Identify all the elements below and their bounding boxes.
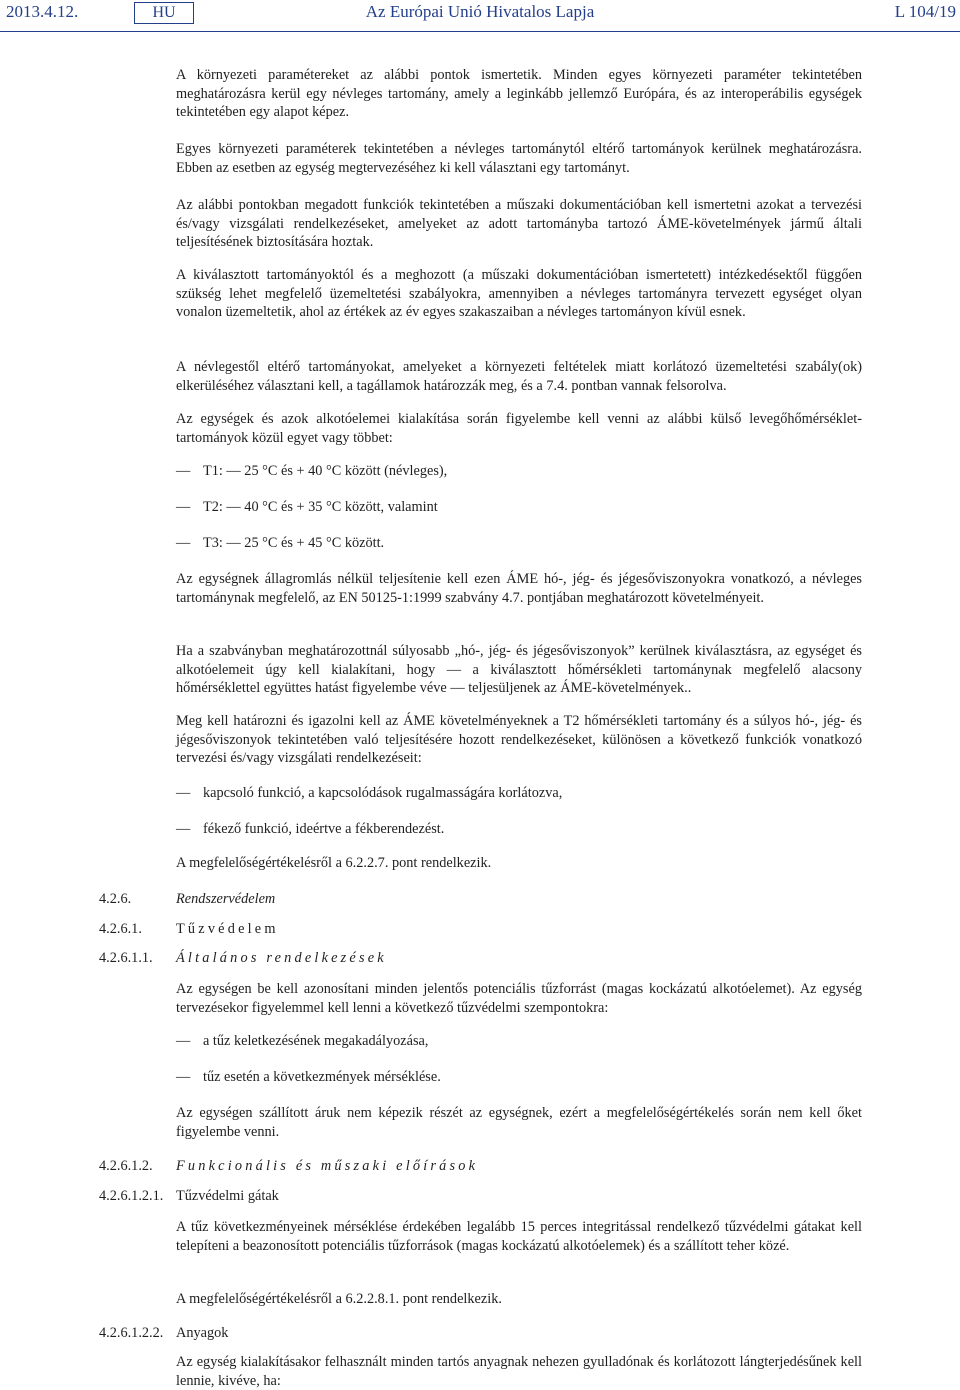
list-item: — a tűz keletkezésének megakadályozása,	[176, 1033, 429, 1049]
paragraph: Az egységen szállított áruk nem képezik részét az egységnek, ezért a megfelelőségértékelés során nem kell őket figyelembe venni.	[176, 1105, 862, 1140]
dash-marker: —	[176, 1069, 191, 1085]
list-item: — tűz esetén a következmények mérséklése.	[176, 1069, 441, 1085]
section-title: Rendszervédelem	[176, 891, 276, 907]
section-number: 4.2.6.	[99, 891, 132, 907]
paragraph: Egyes környezeti paraméterek tekintetében a névleges tartománytól eltérő tartományok kerülnek meghatározásra. Ebben az esetben az egység megtervezéséhez ki kell választani egy tartományt.	[176, 141, 862, 176]
page-header	[0, 2, 960, 30]
list-item: — fékező funkció, ideértve a fékberendezést.	[176, 821, 445, 837]
section-title: Tűzvédelem	[176, 921, 279, 937]
list-item: — T3: — 25 °C és + 45 °C között.	[176, 535, 385, 551]
paragraph: A tűz következményeinek mérséklése érdekében legalább 15 perces integritással rendelkező tűzvédelmi gátakat kell telepíteni a beazonosított potenciális tűzforrások (magas kockázatú alkotóelemek) és a szállított teher közé.	[176, 1219, 862, 1254]
paragraph: A megfelelőségértékelésről a 6.2.2.7. pont rendelkezik.	[176, 855, 492, 871]
section-number: 4.2.6.1.1.	[99, 950, 153, 966]
paragraph: Ha a szabványban meghatározottnál súlyosabb „hó-, jég- és jégesőviszonyok” kerülnek kiválasztásra, az egységet és alkotóelemeit úgy kell kialakítani, hogy — a kiválasztott hőmérsékleti tartománynak megfelelő alacsony hőmérséklettel együttes hatást figyelembe véve — teljesüljenek az ÁME-követelmények..	[176, 643, 862, 696]
section-title: Anyagok	[176, 1325, 229, 1341]
section-number: 4.2.6.1.2.2.	[99, 1325, 164, 1341]
section-title: Általános rendelkezések	[176, 950, 387, 966]
paragraph: A megfelelőségértékelésről a 6.2.2.8.1. pont rendelkezik.	[176, 1291, 502, 1307]
paragraph: Az egységek és azok alkotóelemei kialakítása során figyelembe kell venni az alábbi külső levegőhőmérséklet-tartományok közül egyet vagy többet:	[176, 411, 862, 446]
dash-marker: —	[176, 785, 191, 801]
language-badge: HU	[134, 2, 194, 24]
paragraph: A kiválasztott tartományoktól és a meghozott (a műszaki dokumentációban ismertetett) intézkedésektől függően szükség lehet megfelelő üzemeltetési szabályokra, amennyiben a névleges tartományra tervezett egységet olyan vonalon üzemeltetik, ahol az értékek az év egyes szakaszaiban a névleges tartományon kívül esnek.	[176, 267, 862, 320]
dash-marker: —	[176, 535, 191, 551]
paragraph: A névlegestől eltérő tartományokat, amelyeket a környezeti feltételek miatt korlátozó üzemeltetési szabály(ok) elkerüléséhez választani kell, a tagállamok határozzák meg, és a 7.4. pontban vannak felsorolva.	[176, 359, 862, 394]
header-date: 2013.4.12.	[6, 2, 79, 21]
dash-marker: —	[176, 463, 191, 479]
list-item: — T1: — 25 °C és + 40 °C között (névleges),	[176, 463, 448, 479]
paragraph: Az alábbi pontokban megadott funkciók tekintetében a műszaki dokumentációban kell ismertetni azokat a tervezési és/vagy vizsgálati rendelkezéseket, amelyeket az adott tartományba tartozó ÁME-követelmények jármű általi teljesítésének biztosítására hoztak.	[176, 197, 862, 250]
journal-title: Az Európai Unió Hivatalos Lapja	[365, 2, 595, 21]
paragraph: A környezeti paramétereket az alábbi pontok ismertetik. Minden egyes környezeti paraméter tekintetében meghatározásra kerül egy névleges tartomány, amely a leginkább jellemző Európára, és az interoperábilis egységek tekintetében egy alapot képez.	[176, 67, 862, 120]
section-title: Tűzvédelmi gátak	[176, 1188, 279, 1204]
section-number: 4.2.6.1.2.1.	[99, 1188, 164, 1204]
dash-marker: —	[176, 499, 191, 515]
dash-marker: —	[176, 821, 191, 837]
section-title: Funkcionális és műszaki előírások	[176, 1158, 479, 1174]
list-item: — T2: — 40 °C és + 35 °C között, valamint	[176, 499, 438, 515]
paragraph: Meg kell határozni és igazolni kell az ÁME követelményeknek a T2 hőmérsékleti tartomány és a súlyos hó-, jég- és jégesőviszonyok tekintetében való teljesítésére hozott rendelkezéseket, különösen a következő funkciók vonatkozó tervezési és/vagy vizsgálati rendelkezéseit:	[176, 713, 862, 766]
paragraph: Az egységen be kell azonosítani minden jelentős potenciális tűzforrást (magas kockázatú alkotóelemet). Az egység tervezésekor figyelemmel kell lenni a következő tűzvédelmi szempontokra:	[176, 981, 862, 1016]
section-number: 4.2.6.1.	[99, 921, 142, 937]
header-rule	[0, 31, 960, 32]
page-number: L 104/19	[894, 2, 956, 21]
section-number: 4.2.6.1.2.	[99, 1158, 153, 1174]
dash-marker: —	[176, 1033, 191, 1049]
paragraph: Az egység kialakításakor felhasznált minden tartós anyagnak nehezen gyulladónak és korlátozott lángterjedésűnek kell lennie, kivéve, ha:	[176, 1354, 862, 1389]
list-item: — kapcsoló funkció, a kapcsolódások rugalmasságára korlátozva,	[176, 785, 563, 801]
paragraph: Az egységnek állagromlás nélkül teljesítenie kell ezen ÁME hó-, jég- és jégesőviszonyokra vonatkozó, a névleges tartománynak megfelelő, az EN 50125-1:1999 szabvány 4.7. pontjában meghatározott követelményeit.	[176, 571, 862, 606]
